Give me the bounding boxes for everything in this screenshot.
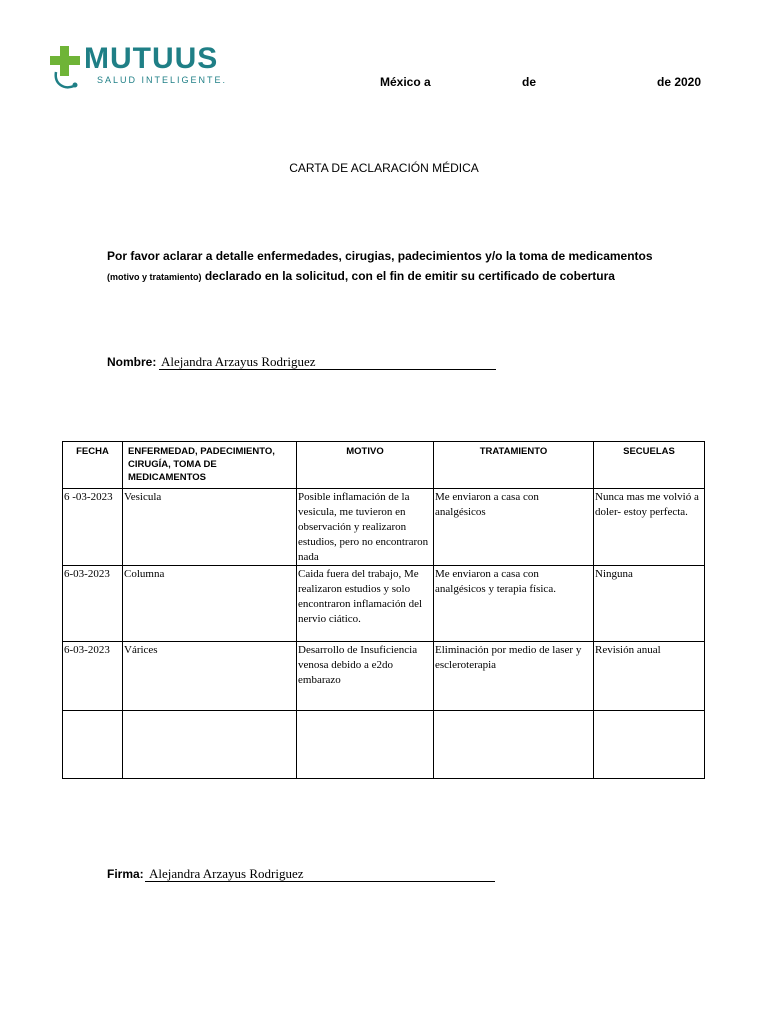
- medical-history-table: [62, 441, 705, 779]
- table-row: [63, 489, 705, 566]
- logo-wordmark: MUTUUS: [84, 42, 219, 75]
- request-line-1: Por favor aclarar a detalle enfermedades, cirugias, padecimientos y/o la toma de medicamentos: [107, 249, 653, 263]
- cell-tratamiento: [434, 711, 594, 779]
- table-header-row: [63, 442, 705, 489]
- header-secuelas: SECUELAS: [594, 442, 705, 489]
- cell-motivo: Posible inflamación de la vesicula, me tuvieron en observación y realizaron estudios, pero no encontraron nada: [297, 489, 434, 566]
- header-motivo: MOTIVO: [297, 442, 434, 489]
- header-enfermedad: ENFERMEDAD, PADECIMIENTO, CIRUGÍA, TOMA DE MEDICAMENTOS: [123, 442, 297, 489]
- name-underline: [159, 369, 496, 370]
- cell-motivo: [297, 711, 434, 779]
- cell-tratamiento: Me enviaron a casa con analgésicos: [434, 489, 594, 566]
- request-line-2-text: declarado en la solicitud, con el fin de emitir su certificado de cobertura: [201, 269, 615, 283]
- document-title: CARTA DE ACLARACIÓN MÉDICA: [289, 161, 479, 175]
- request-line-2: [107, 269, 615, 283]
- cell-fecha: [63, 711, 123, 779]
- table-row: [63, 566, 705, 642]
- request-small-note: (motivo y tratamiento): [107, 272, 202, 282]
- cell-enfermedad: Várices: [123, 642, 297, 711]
- cell-tratamiento: Eliminación por medio de laser y escleroterapia: [434, 642, 594, 711]
- signature-label: Firma:: [107, 867, 144, 881]
- table-row: [63, 711, 705, 779]
- signature-value: Alejandra Arzayus Rodriguez: [149, 866, 304, 881]
- medical-cross-icon: [50, 46, 80, 88]
- date-place: México a: [380, 75, 431, 89]
- cell-secuelas: Ninguna: [594, 566, 705, 642]
- header-fecha: FECHA: [63, 442, 123, 489]
- cell-secuelas: Nunca mas me volvió a doler- estoy perfecta.: [594, 489, 705, 566]
- cell-secuelas: [594, 711, 705, 779]
- cell-enfermedad: [123, 711, 297, 779]
- table-row: [63, 642, 705, 711]
- cell-fecha: 6 -03-2023: [63, 489, 123, 566]
- logo-tagline: SALUD INTELIGENTE.: [97, 75, 228, 85]
- name-label: Nombre:: [107, 355, 157, 369]
- cell-tratamiento: Me enviaron a casa con analgésicos y terapia física.: [434, 566, 594, 642]
- name-value: Alejandra Arzayus Rodriguez: [161, 354, 316, 369]
- cell-secuelas: Revisión anual: [594, 642, 705, 711]
- cell-enfermedad: Columna: [123, 566, 297, 642]
- date-year: de 2020: [657, 75, 702, 89]
- cell-fecha: 6-03-2023: [63, 642, 123, 711]
- header-tratamiento: TRATAMIENTO: [434, 442, 594, 489]
- signature-underline: [145, 881, 495, 882]
- date-de-1: de: [522, 75, 537, 89]
- cell-fecha: 6-03-2023: [63, 566, 123, 642]
- cell-enfermedad: Vesicula: [123, 489, 297, 566]
- cell-motivo: Caida fuera del trabajo, Me realizaron estudios y solo encontraron inflamación del nervio ciático.: [297, 566, 434, 642]
- cell-motivo: Desarrollo de Insuficiencia venosa debido a e2do embarazo: [297, 642, 434, 711]
